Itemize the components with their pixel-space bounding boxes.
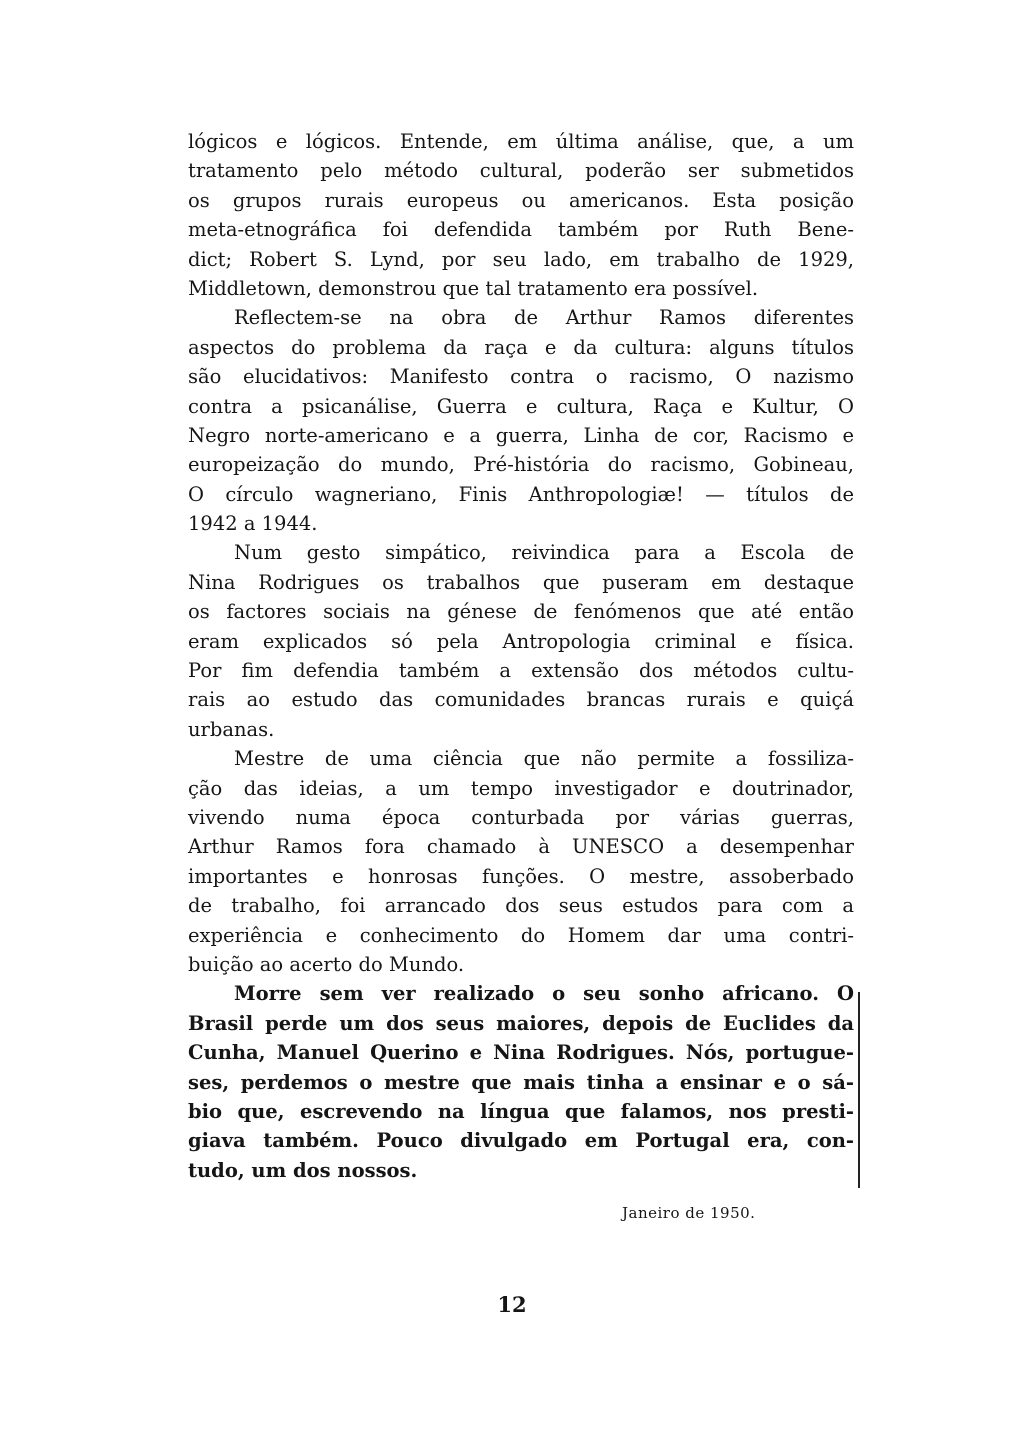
text-line: buição ao acerto do Mundo.	[188, 952, 465, 976]
text-line: os grupos rurais europeus ou americanos. Esta posição	[188, 188, 854, 212]
text-line: Mestre de uma ciência que não permite a fossiliza-	[234, 747, 854, 771]
text-line: Negro norte-americano e a guerra, Linha de cor, Racismo e	[188, 423, 854, 447]
text-line: tudo, um dos nossos.	[188, 1158, 418, 1182]
text-line: importantes e honrosas funções. O mestre, assoberbado	[188, 864, 854, 888]
text-line: eram explicados só pela Antropologia criminal e física.	[188, 629, 854, 653]
text-line: Reflectem-se na obra de Arthur Ramos diferentes	[234, 306, 854, 330]
text-line: Num gesto simpático, reivindica para a Escola de	[234, 541, 854, 565]
text-line: O círculo wagneriano, Finis Anthropologiæ! — títulos de	[188, 482, 854, 506]
text-line: aspectos do problema da raça e da cultura: alguns títulos	[188, 335, 854, 359]
body-text	[188, 127, 854, 1185]
text-line: ses, perdemos o mestre que mais tinha a ensinar e o sá-	[188, 1070, 854, 1094]
text-line: lógicos e lógicos. Entende, em última análise, que, a um	[188, 130, 854, 153]
text-line: Arthur Ramos fora chamado à UNESCO a desempenhar	[188, 835, 854, 859]
text-line: ção das ideias, a um tempo investigador e doutrinador,	[188, 776, 854, 800]
text-line: Middletown, demonstrou que tal tratamento era possível.	[188, 276, 759, 300]
text-line: meta-etnográfica foi defendida também por Ruth Bene-	[188, 218, 854, 242]
date-signoff: Janeiro de 1950.	[622, 1204, 756, 1222]
text-line: europeização do mundo, Pré-história do racismo, Gobineau,	[188, 453, 854, 477]
page-number: 12	[497, 1292, 527, 1317]
text-line: dict; Robert S. Lynd, por seu lado, em trabalho de 1929,	[188, 247, 854, 271]
text-line: experiência e conhecimento do Homem dar uma contri-	[188, 923, 854, 947]
text-line: vivendo numa época conturbada por várias guerras,	[188, 805, 854, 829]
text-line: de trabalho, foi arrancado dos seus estudos para com a	[188, 894, 854, 918]
text-line: tratamento pelo método cultural, poderão ser submetidos	[188, 159, 854, 183]
text-line: Nina Rodrigues os trabalhos que puseram em destaque	[188, 570, 854, 594]
text-line: Morre sem ver realizado o seu sonho africano. O	[234, 982, 854, 1006]
text-line: urbanas.	[188, 717, 275, 741]
text-line: 1942 a 1944.	[188, 512, 318, 536]
text-line: Cunha, Manuel Querino e Nina Rodrigues. Nós, portugue-	[188, 1041, 854, 1065]
text-line: são elucidativos: Manifesto contra o racismo, O nazismo	[188, 365, 854, 389]
text-line: bio que, escrevendo na língua que falamos, nos presti-	[188, 1099, 854, 1123]
text-line: giava também. Pouco divulgado em Portugal era, con-	[188, 1129, 854, 1153]
text-line: os factores sociais na génese de fenómenos que até então	[188, 600, 854, 624]
text-line: Brasil perde um dos seus maiores, depois de Euclides da	[188, 1011, 854, 1035]
text-line: contra a psicanálise, Guerra e cultura, Raça e Kultur, O	[188, 394, 854, 418]
margin-mark	[858, 992, 864, 1188]
text-line: Por fim defendia também a extensão dos métodos cultu-	[188, 659, 854, 683]
text-line: rais ao estudo das comunidades brancas rurais e quiçá	[188, 688, 854, 712]
